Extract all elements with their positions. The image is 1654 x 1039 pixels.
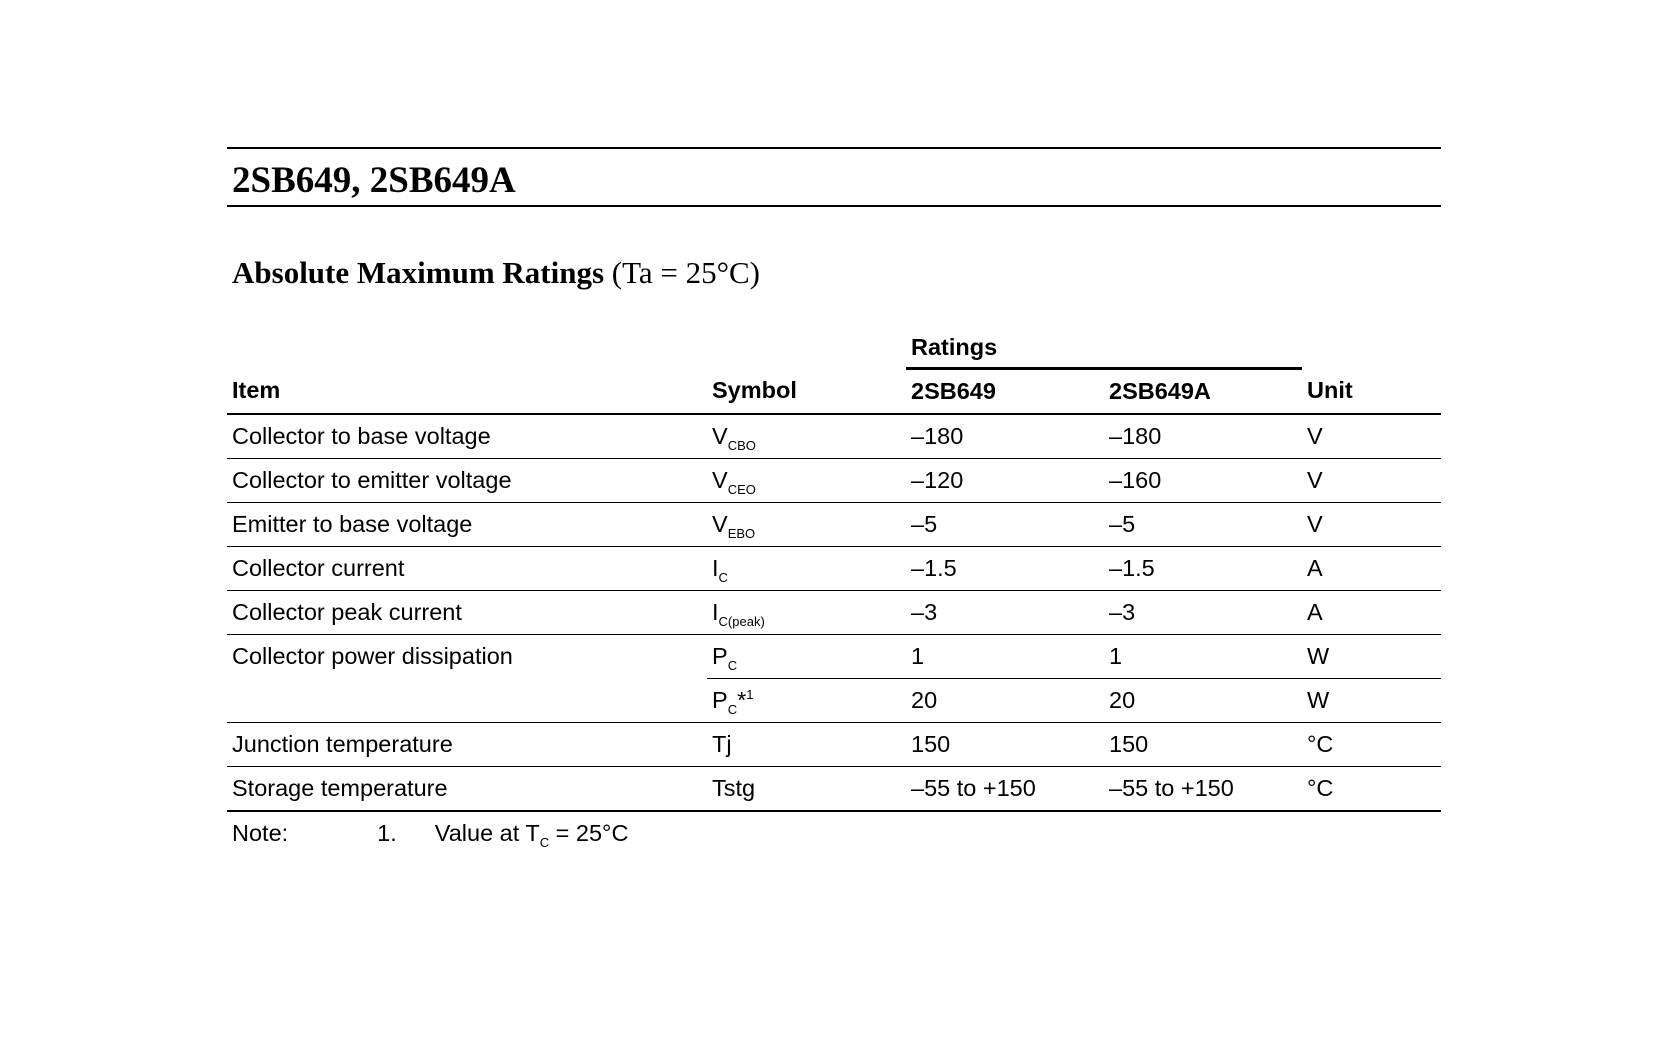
cell-item: Junction temperature <box>227 723 707 767</box>
cell-unit: W <box>1302 679 1441 723</box>
ratings-group-header: Ratings <box>906 325 1302 369</box>
table-row <box>227 414 1441 459</box>
cell-rating-2sb649a: 20 <box>1104 679 1302 723</box>
cell-item: Storage temperature <box>227 767 707 812</box>
cell-rating-2sb649: –5 <box>906 503 1104 547</box>
note-number: 1. <box>377 820 397 846</box>
cell-symbol: $I_C$ <box>707 547 906 591</box>
cell-symbol: $P_C$ <box>707 635 906 679</box>
header-symbol: Symbol <box>707 369 906 415</box>
cell-item: Collector power dissipation <box>227 635 707 723</box>
cell-unit: V <box>1302 414 1441 459</box>
table-row <box>227 723 1441 767</box>
cell-rating-2sb649: 150 <box>906 723 1104 767</box>
cell-symbol: $P_C*^1$ <box>707 679 906 723</box>
header-unit: Unit <box>1302 369 1441 415</box>
cell-rating-2sb649a: –160 <box>1104 459 1302 503</box>
cell-item: Collector to base voltage <box>227 414 707 459</box>
cell-unit: V <box>1302 459 1441 503</box>
cell-unit: A <box>1302 591 1441 635</box>
cell-item: Collector current <box>227 547 707 591</box>
table-row <box>227 767 1441 812</box>
cell-unit: °C <box>1302 723 1441 767</box>
cell-symbol: $V_{CEO}$ <box>707 459 906 503</box>
cell-symbol: $V_{EBO}$ <box>707 503 906 547</box>
cell-item: Collector to emitter voltage <box>227 459 707 503</box>
cell-rating-2sb649: –55 to +150 <box>906 767 1104 812</box>
document-title: 2SB649, 2SB649A <box>232 160 516 201</box>
section-title-main: Absolute Maximum Ratings <box>232 255 605 290</box>
cell-rating-2sb649a: –1.5 <box>1104 547 1302 591</box>
table-row <box>227 591 1441 635</box>
header-rating-2sb649a: 2SB649A <box>1104 369 1302 415</box>
section-title <box>227 255 1441 295</box>
note-label: Note: <box>232 820 289 846</box>
table-row <box>227 635 1441 679</box>
title-rule <box>227 205 1441 207</box>
cell-unit: A <box>1302 547 1441 591</box>
ratings-table <box>227 325 1441 812</box>
section-title-condition: (Ta = 25°C) <box>604 255 760 290</box>
table-note <box>227 820 1441 850</box>
cell-rating-2sb649: –120 <box>906 459 1104 503</box>
header-rating-2sb649: 2SB649 <box>906 369 1104 415</box>
cell-unit: V <box>1302 503 1441 547</box>
cell-rating-2sb649a: –3 <box>1104 591 1302 635</box>
cell-rating-2sb649a: –5 <box>1104 503 1302 547</box>
cell-unit: °C <box>1302 767 1441 812</box>
cell-symbol: $I_{C(peak)}$ <box>707 591 906 635</box>
cell-rating-2sb649: –3 <box>906 591 1104 635</box>
datasheet-page <box>227 147 1441 850</box>
cell-item: Emitter to base voltage <box>227 503 707 547</box>
cell-rating-2sb649: –1.5 <box>906 547 1104 591</box>
cell-symbol: Tstg <box>707 767 906 812</box>
cell-rating-2sb649: 1 <box>906 635 1104 679</box>
cell-item: Collector peak current <box>227 591 707 635</box>
cell-unit: W <box>1302 635 1441 679</box>
cell-rating-2sb649a: –180 <box>1104 414 1302 459</box>
table-row <box>227 547 1441 591</box>
cell-symbol: Tj <box>707 723 906 767</box>
cell-rating-2sb649: –180 <box>906 414 1104 459</box>
note-text: Value at $T_C = 25^\circ C$ <box>434 820 629 850</box>
cell-rating-2sb649a: 150 <box>1104 723 1302 767</box>
header-item: Item <box>227 369 707 415</box>
cell-symbol: $V_{CBO}$ <box>707 414 906 459</box>
table-row <box>227 503 1441 547</box>
cell-rating-2sb649a: –55 to +150 <box>1104 767 1302 812</box>
table-row <box>227 459 1441 503</box>
cell-rating-2sb649a: 1 <box>1104 635 1302 679</box>
table-group-header-row <box>227 325 1441 369</box>
cell-rating-2sb649: 20 <box>906 679 1104 723</box>
table-header-row <box>227 369 1441 415</box>
